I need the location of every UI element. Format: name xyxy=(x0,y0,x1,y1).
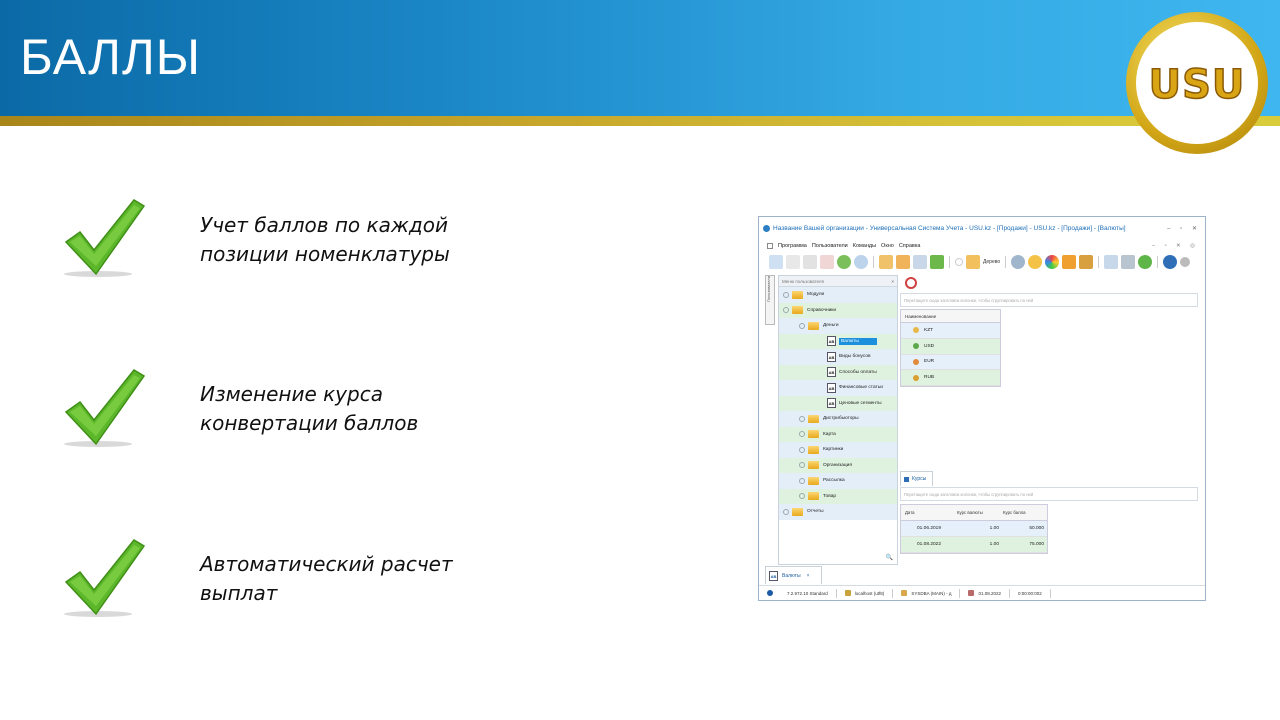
folder-icon xyxy=(808,477,819,485)
expand-icon[interactable] xyxy=(783,509,789,515)
circle-icon[interactable] xyxy=(955,258,963,266)
tree-item-distributors[interactable] xyxy=(779,411,897,427)
tree-item-label: Способы оплаты xyxy=(839,369,877,375)
checkmark-icon xyxy=(56,366,148,452)
usu-logo-inner xyxy=(1136,22,1258,144)
rate-date: 01.08.2022 xyxy=(917,542,942,547)
slide-title: БАЛЛЫ xyxy=(20,29,202,85)
tree-item-modules[interactable] xyxy=(779,287,897,303)
column-header-rate[interactable]: Курс валюты xyxy=(957,510,983,515)
toolbar-separator xyxy=(1005,256,1006,268)
tab-rates[interactable] xyxy=(900,471,933,486)
column-header-points[interactable]: Курс балла xyxy=(1003,510,1026,515)
ab-icon: AB xyxy=(827,398,836,408)
folder-icon xyxy=(808,415,819,423)
tree-item-label: Карта xyxy=(823,431,836,437)
tree-item-label: Организация xyxy=(823,462,852,468)
info-icon xyxy=(767,590,773,596)
tree-item-label: Товар xyxy=(823,493,837,499)
help-icon[interactable] xyxy=(1180,257,1190,267)
rate-value: 1.00 xyxy=(989,542,999,547)
tree-item-label: Виды бонусов xyxy=(839,354,871,360)
flag-icon[interactable] xyxy=(930,255,944,269)
search-icon[interactable] xyxy=(854,255,868,269)
tab-rates-icon xyxy=(904,477,909,482)
app-toolbar xyxy=(759,252,1205,272)
bullet-text-1 xyxy=(200,211,530,269)
gear-icon[interactable] xyxy=(1011,255,1025,269)
mdi-controls[interactable]: ‒ ▫ ✕ ◎ xyxy=(1151,242,1199,249)
bottom-tab-label: Валюты xyxy=(782,572,801,579)
status-timer-text: 0:00:00:002 xyxy=(1017,590,1042,596)
header-gold-stripe xyxy=(0,116,1280,126)
tree-item-payment-methods[interactable] xyxy=(779,365,897,381)
tree-item-organization[interactable] xyxy=(779,458,897,474)
content-pane xyxy=(900,275,1200,575)
status-date-text: 01.08.2022 xyxy=(978,590,1001,596)
points-value: 75.000 xyxy=(1029,542,1044,547)
palette-icon[interactable] xyxy=(1045,255,1059,269)
ab-icon: AB xyxy=(827,383,836,393)
calendar-icon xyxy=(968,590,974,596)
menu-commands[interactable]: Команды xyxy=(852,242,877,249)
expand-icon[interactable] xyxy=(799,431,805,437)
expand-icon[interactable] xyxy=(799,447,805,453)
folder-icon xyxy=(808,446,819,454)
toolbar-separator xyxy=(1157,256,1158,268)
tree-item-mailing[interactable] xyxy=(779,473,897,489)
app-logo-icon xyxy=(763,225,770,232)
collapse-icon[interactable] xyxy=(799,323,805,329)
points-value: 50.000 xyxy=(1029,526,1044,531)
tree-item-label: Отчеты xyxy=(807,509,824,515)
usu-logo-text: USU xyxy=(1148,62,1246,108)
folder-icon xyxy=(792,508,803,516)
toolbar-separator xyxy=(949,256,950,268)
database-icon xyxy=(845,590,851,596)
expand-icon[interactable] xyxy=(799,478,805,484)
column-header-date[interactable]: Дата xyxy=(905,510,915,515)
delete-icon[interactable] xyxy=(820,255,834,269)
export-icon[interactable] xyxy=(1138,255,1152,269)
expand-icon[interactable] xyxy=(783,292,789,298)
checkmark-icon xyxy=(56,196,148,282)
bullet-text-2 xyxy=(200,380,530,438)
rates-grid xyxy=(900,504,1048,554)
tree-item-label: Дистрибьюторы xyxy=(823,416,859,422)
edit-icon[interactable] xyxy=(803,255,817,269)
expand-icon[interactable] xyxy=(799,416,805,422)
status-bar xyxy=(759,585,1205,600)
ab-icon: AB xyxy=(827,367,836,377)
rates-grid-header xyxy=(901,505,1047,521)
tree-item-reports[interactable] xyxy=(779,504,897,520)
currency-name: RUB xyxy=(924,375,935,381)
table-row[interactable] xyxy=(901,537,1047,553)
folder-icon xyxy=(808,322,819,330)
bullet-3-line-1: Автоматический расчет xyxy=(200,552,453,576)
currency-name: USD xyxy=(924,343,935,349)
currencies-grid-header[interactable] xyxy=(901,310,1000,323)
tab-rates-label: Курсы xyxy=(912,476,927,482)
tree-item-money[interactable] xyxy=(779,318,897,334)
tree-item-label-selected: Валюты xyxy=(839,338,877,345)
currency-icon xyxy=(913,327,919,333)
group-by-area[interactable]: Перетащите сюда заголовок колонки, чтобы сгруппировать по ней xyxy=(900,293,1198,307)
menu-logo-icon xyxy=(767,243,773,249)
table-icon[interactable] xyxy=(1104,255,1118,269)
tree-header xyxy=(779,276,897,287)
table-row[interactable] xyxy=(901,323,1000,339)
tree-item-label: Рассылка xyxy=(823,478,845,484)
tree-item-label: Ценовые сегменты xyxy=(839,400,882,406)
user-icon xyxy=(901,590,907,596)
folder-icon xyxy=(808,492,819,500)
window-controls[interactable]: ‒ ▫ ✕ xyxy=(1167,225,1201,232)
tree-item-label: Финансовые статьи xyxy=(839,385,883,391)
tree-item-bonus-types[interactable] xyxy=(779,349,897,365)
menu-users[interactable]: Пользователи xyxy=(811,242,848,249)
copy-icon[interactable] xyxy=(786,255,800,269)
tree-icon[interactable] xyxy=(966,255,980,269)
tree-item-finance-items[interactable] xyxy=(779,380,897,396)
folder-icon xyxy=(792,306,803,314)
table-row[interactable] xyxy=(901,370,1000,386)
toolbar-separator xyxy=(873,256,874,268)
tree-item-pictures[interactable] xyxy=(779,442,897,458)
tree-item-label: Справочники xyxy=(807,307,837,313)
users-icon[interactable] xyxy=(1079,255,1093,269)
euro-icon xyxy=(913,359,919,365)
expand-icon[interactable] xyxy=(799,493,805,499)
menu-help[interactable]: Справка xyxy=(898,242,921,249)
checkmark-icon xyxy=(56,536,148,622)
tree-item-currencies[interactable] xyxy=(779,334,897,350)
usu-logo xyxy=(1126,12,1268,154)
currency-name: KZT xyxy=(924,327,934,333)
filter-clear-icon[interactable] xyxy=(913,255,927,269)
tree-item-price-segments[interactable] xyxy=(779,396,897,412)
tree-item-goods[interactable] xyxy=(779,489,897,505)
side-tab-users[interactable] xyxy=(765,275,775,325)
app-menubar xyxy=(759,239,1205,252)
status-date xyxy=(960,589,1010,598)
close-icon[interactable]: × xyxy=(891,278,894,284)
status-version-text: 7.2.972.10 Standard xyxy=(787,590,828,596)
tree-item-reference[interactable] xyxy=(779,303,897,319)
tree-item-label: Деньги xyxy=(823,323,839,329)
dollar-icon xyxy=(913,343,919,349)
column-header-name: Наименование xyxy=(905,313,937,319)
tree-header-label: Меню пользователя xyxy=(782,278,824,284)
filter-add-icon[interactable] xyxy=(896,255,910,269)
menu-window[interactable]: Окно xyxy=(881,242,894,249)
ab-icon: AB xyxy=(827,336,836,346)
ab-icon: AB xyxy=(827,352,836,362)
map-pin-icon[interactable] xyxy=(1028,255,1042,269)
status-db xyxy=(837,589,894,598)
navigation-tree xyxy=(778,275,898,565)
status-version xyxy=(779,589,837,598)
folder-icon xyxy=(792,291,803,299)
clock-icon[interactable] xyxy=(905,277,917,289)
tree-item-card[interactable] xyxy=(779,427,897,443)
tree-label[interactable]: Дерево xyxy=(983,259,1001,265)
app-window-screenshot xyxy=(758,216,1206,601)
bullet-2-line-1: Изменение курса xyxy=(200,382,383,406)
tree-search-icon[interactable]: 🔍 xyxy=(885,555,893,561)
bullet-text-3 xyxy=(200,550,530,608)
bullet-1-line-2: позиции номенклатуры xyxy=(200,242,450,266)
status-user-text: SYSDBA (MAIN) - д xyxy=(911,590,952,596)
bullet-3-line-2: выплат xyxy=(200,581,278,605)
table-row[interactable] xyxy=(901,355,1000,371)
table-row[interactable] xyxy=(901,339,1000,355)
currency-name: EUR xyxy=(924,359,935,365)
new-record-icon[interactable] xyxy=(769,255,783,269)
print-icon[interactable] xyxy=(1121,255,1135,269)
rss-icon[interactable] xyxy=(1062,255,1076,269)
rate-date: 01.06.2019 xyxy=(917,526,942,531)
toolbar-separator xyxy=(1098,256,1099,268)
group-by-area-rates[interactable]: Перетащите сюда заголовок колонки, чтобы сгруппировать по ней xyxy=(900,487,1198,501)
status-user xyxy=(893,589,960,598)
filter-icon[interactable] xyxy=(879,255,893,269)
rate-value: 1.00 xyxy=(989,526,999,531)
app-titlebar xyxy=(759,217,1205,239)
tree-item-label: Картинки xyxy=(823,447,844,453)
app-window-title: Название Вашей организации - Универсальная Система Учета - USU.kz - [Продажи] - USU.kz - [Продажи] - [Валюты] xyxy=(773,224,1126,232)
close-icon[interactable]: × xyxy=(806,572,810,579)
expand-icon[interactable] xyxy=(799,462,805,468)
menu-program[interactable]: Программа xyxy=(778,242,807,249)
currencies-grid xyxy=(900,309,1001,387)
status-timer xyxy=(1010,589,1051,598)
tree-item-label: Модули xyxy=(807,292,825,298)
folder-icon xyxy=(808,430,819,438)
collapse-icon[interactable] xyxy=(783,307,789,313)
status-db-text: localhost (utf8) xyxy=(854,590,885,596)
refresh-icon[interactable] xyxy=(837,255,851,269)
table-row[interactable] xyxy=(901,521,1047,537)
info-icon[interactable] xyxy=(1163,255,1177,269)
bullet-1-line-1: Учет баллов по каждой xyxy=(200,213,448,237)
ruble-icon xyxy=(913,375,919,381)
bullet-2-line-2: конвертации баллов xyxy=(200,411,419,435)
folder-icon xyxy=(808,461,819,469)
ab-icon: AB xyxy=(769,571,778,581)
side-tab-label: Пользователи xyxy=(766,276,771,303)
bottom-tab-currencies[interactable] xyxy=(765,566,822,584)
